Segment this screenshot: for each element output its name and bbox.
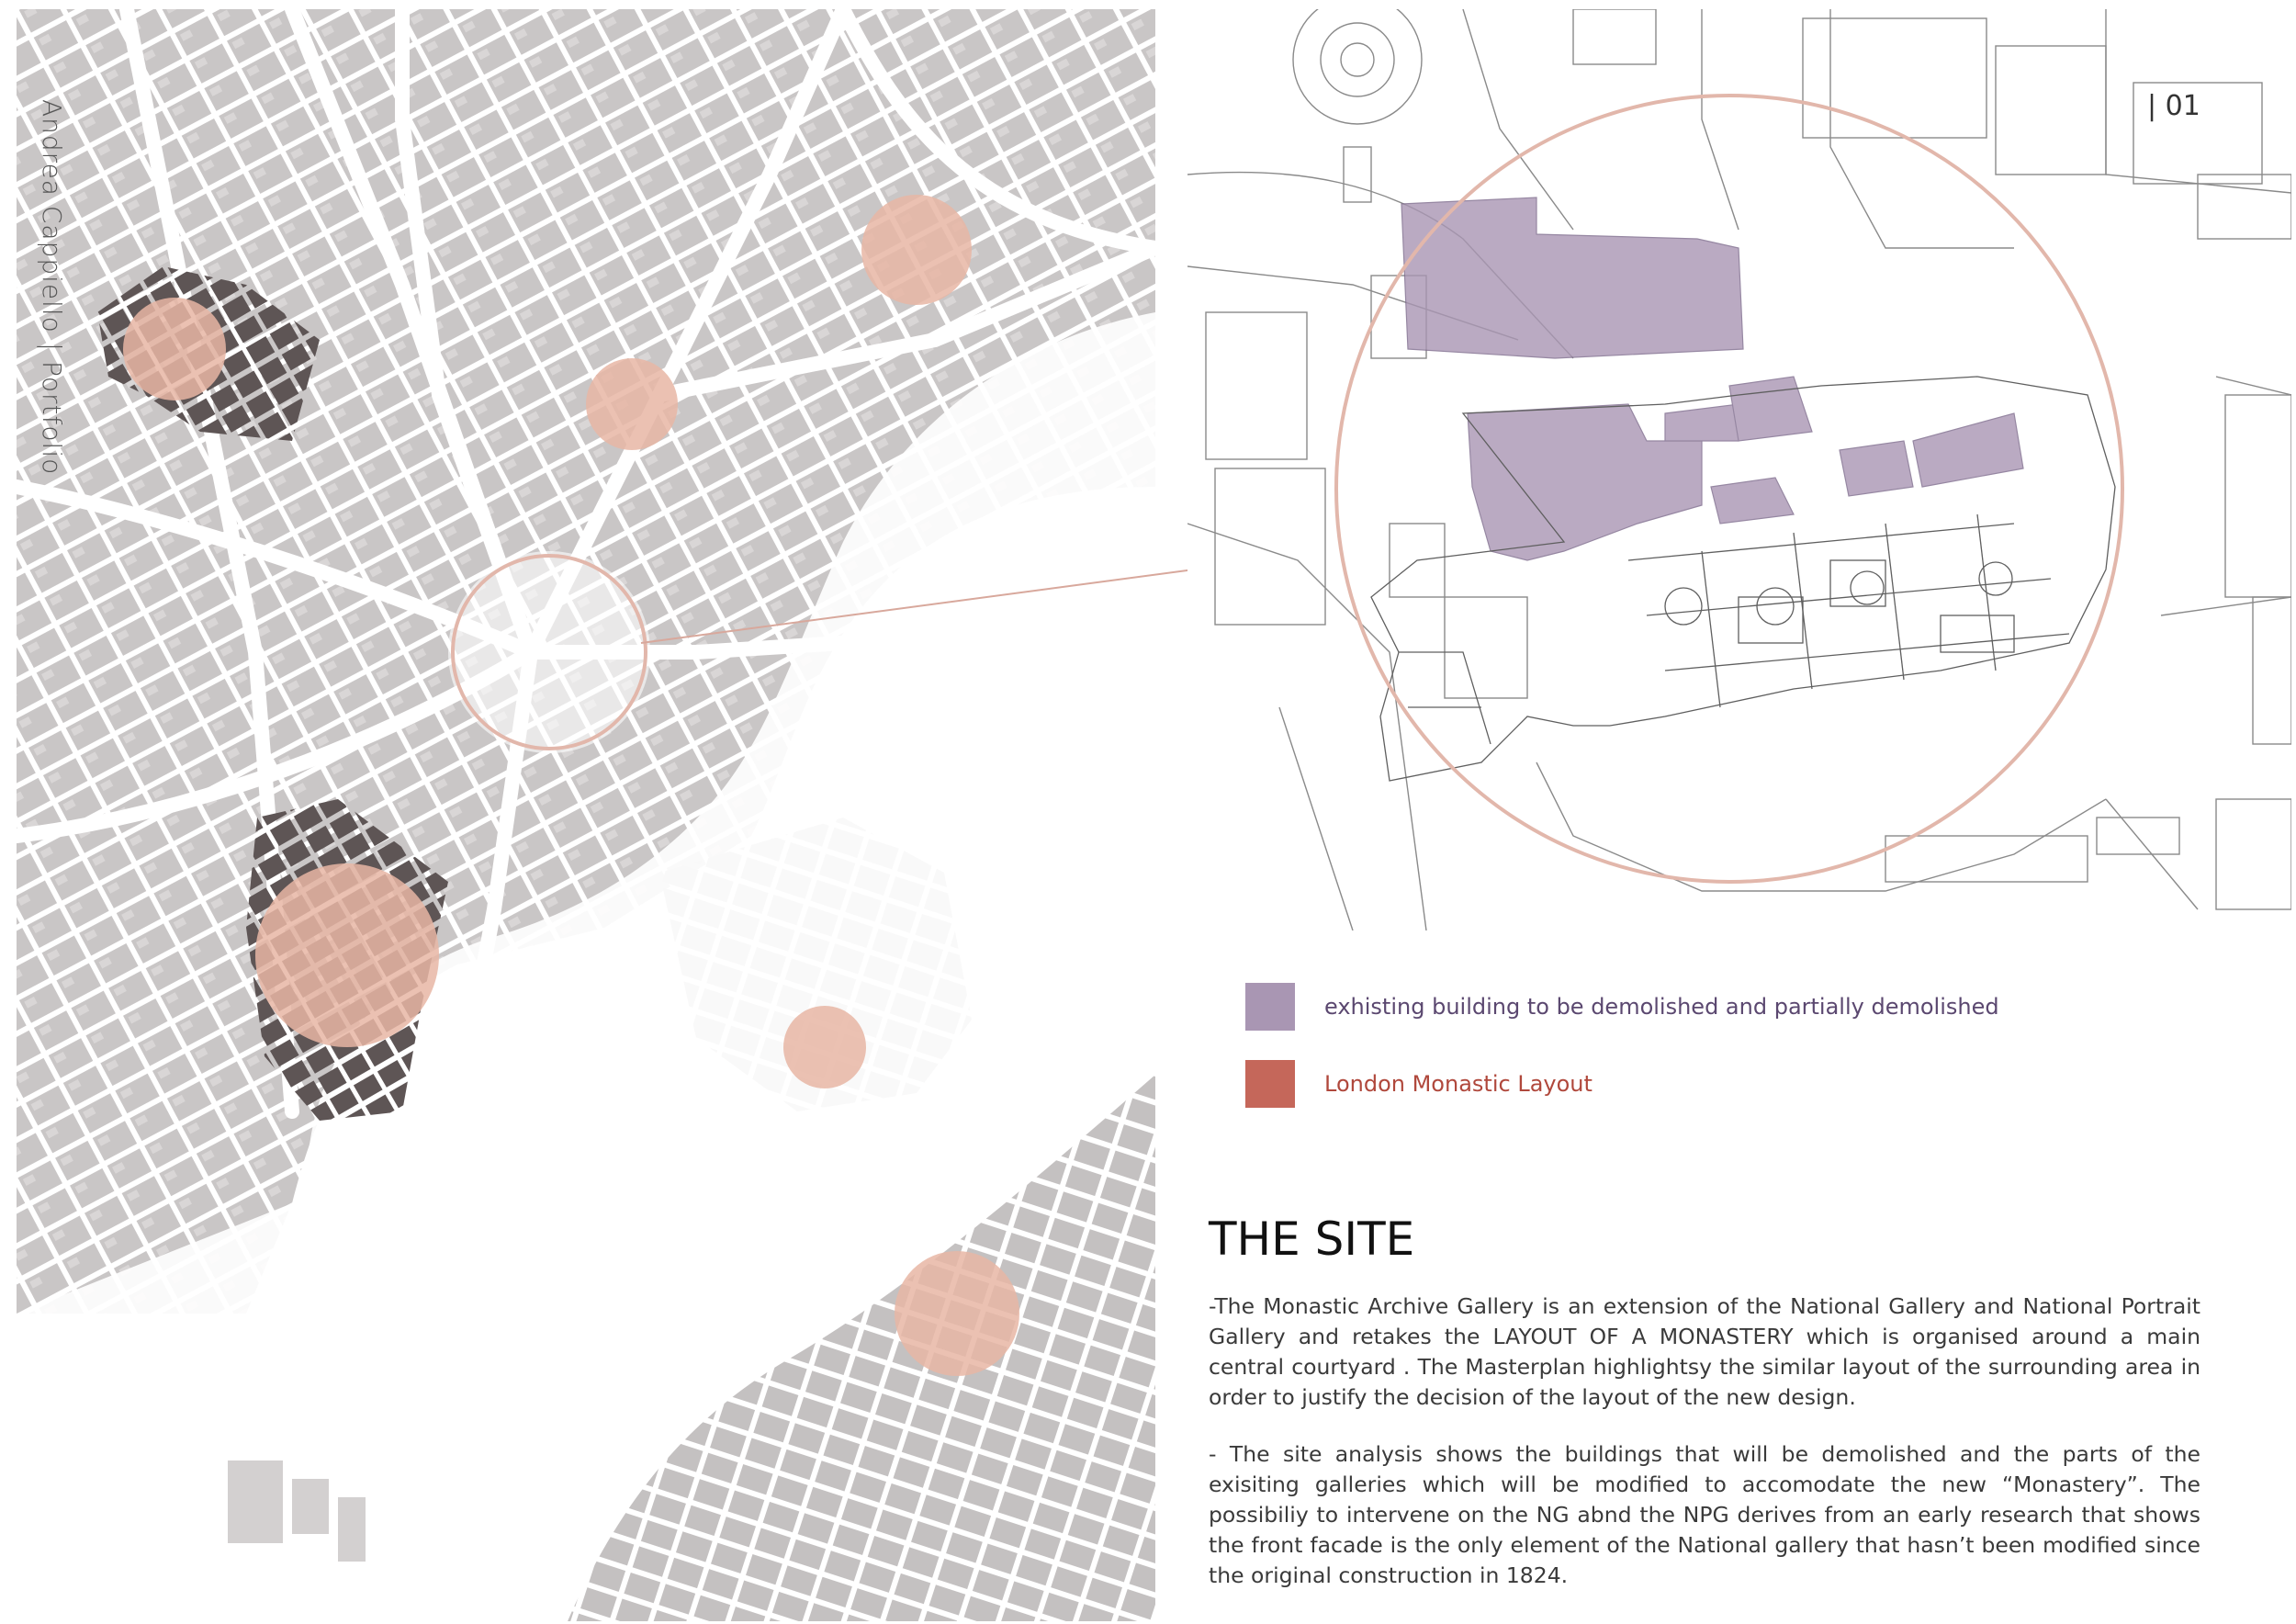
monastic-circle bbox=[586, 358, 678, 450]
legend-swatch-monastic bbox=[1245, 1060, 1295, 1108]
author-credit: Andrea Cappiello | Portfolio bbox=[37, 99, 67, 476]
section-title: THE SITE bbox=[1209, 1212, 1415, 1266]
paragraph-analysis: - The site analysis shows the buildings that will be demolished and the parts of the exisiting galleries which will be modified to accomodate the new “Monastery”. The possibiliy to intervene on the NG abnd the NPG derives from an early research that shows the front facade is the only element of the National gallery that hasn’t been modified since the original construction in 1824. bbox=[1209, 1441, 2200, 1588]
city-figure-ground-map bbox=[17, 9, 1155, 1621]
monastic-circle bbox=[783, 1006, 866, 1088]
legend-item-demolished bbox=[1245, 983, 1999, 1031]
legend-label-monastic: London Monastic Layout bbox=[1324, 1071, 1593, 1097]
monastic-circle bbox=[861, 195, 972, 305]
legend-item-monastic bbox=[1245, 1060, 1593, 1108]
page-number: | 01 bbox=[2147, 90, 2200, 122]
monastic-circle bbox=[255, 863, 439, 1047]
paragraph-intro: -The Monastic Archive Gallery is an extension of the National Gallery and National Portrait Gallery and retakes the LAYOUT OF A MONASTERY which is organised around a main central courtyard . The Masterplan highlightsy the similar layout of the surrounding area in order to justify the decision of the layout of the new design. bbox=[1209, 1293, 2200, 1410]
monastic-circle bbox=[123, 298, 226, 400]
site-plan-map bbox=[1187, 9, 2291, 930]
monastic-circle bbox=[895, 1251, 1019, 1376]
legend-label-demolished: exhisting building to be demolished and partially demolished bbox=[1324, 994, 1999, 1020]
legend-swatch-demolished bbox=[1245, 983, 1295, 1031]
